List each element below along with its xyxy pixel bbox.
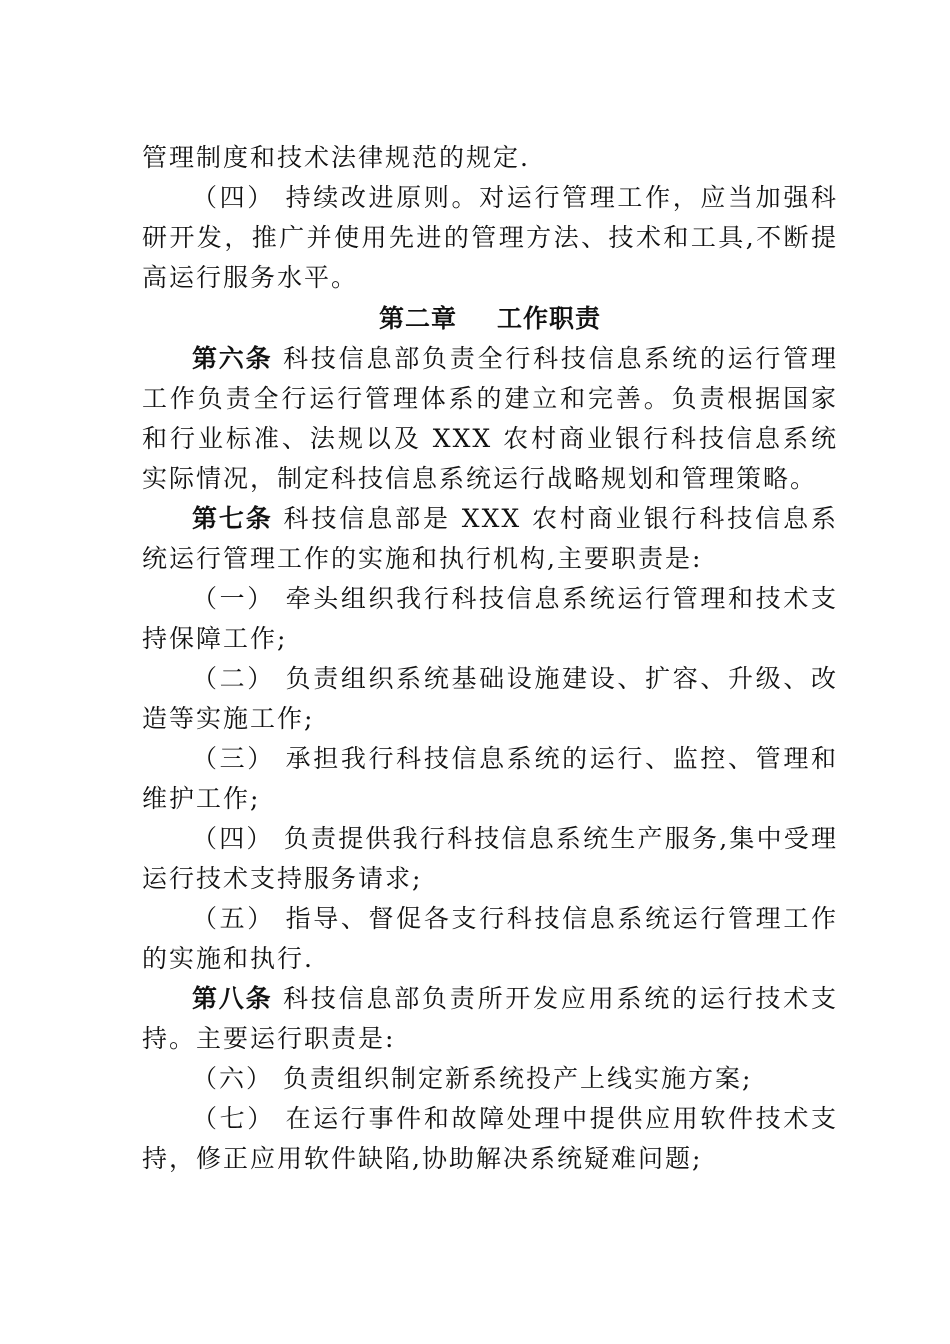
chapter-number: 第二章 xyxy=(378,304,457,333)
chapter-title: 工作职责 xyxy=(497,304,602,333)
article-6 xyxy=(142,339,838,499)
article-8-item-6: （六） 负责组织制定新系统投产上线实施方案; xyxy=(192,1064,753,1093)
article-8-text: 科技信息部负责所开发应用系统的运行技术支持。主要运行职责是: xyxy=(142,984,838,1053)
article-8-heading: 第八条 xyxy=(192,984,273,1013)
article-7-item-2: （二） 负责组织系统基础设施建设、扩容、升级、改造等实施工作; xyxy=(142,664,838,733)
article-8 xyxy=(142,979,838,1059)
principle-item-4: （四） 持续改进原则。对运行管理工作，应当加强科研开发，推广并使用先进的管理方法、技术和工具,不断提高运行服务水平。 xyxy=(142,183,838,292)
article-7-item-5: （五） 指导、督促各支行科技信息系统运行管理工作的实施和执行. xyxy=(142,904,838,973)
article-6-heading: 第六条 xyxy=(192,344,273,373)
article-7-item-4: （四） 负责提供我行科技信息系统生产服务,集中受理运行技术支持服务请求; xyxy=(142,824,838,893)
chapter-heading xyxy=(142,299,838,339)
article-7-item-3: （三） 承担我行科技信息系统的运行、监控、管理和维护工作; xyxy=(142,744,838,813)
article-7-item-1: （一） 牵头组织我行科技信息系统运行管理和技术支持保障工作; xyxy=(142,584,838,653)
paragraph-continuation: 管理制度和技术法律规范的规定. xyxy=(142,143,530,172)
article-7 xyxy=(142,499,838,579)
article-8-item-7: （七） 在运行事件和故障处理中提供应用软件技术支持，修正应用软件缺陷,协助解决系统疑难问题; xyxy=(142,1104,838,1173)
article-6-text: 科技信息部负责全行科技信息系统的运行管理工作负责全行运行管理体系的建立和完善。负责根据国家和行业标准、法规以及 XXX 农村商业银行科技信息系统实际情况，制定科技信息系统运行战略规划和管理策略。 xyxy=(142,344,838,493)
article-7-heading: 第七条 xyxy=(192,504,273,533)
document-body xyxy=(142,138,838,1179)
article-7-text: 科技信息部是 XXX 农村商业银行科技信息系统运行管理工作的实施和执行机构,主要职责是: xyxy=(142,504,838,573)
